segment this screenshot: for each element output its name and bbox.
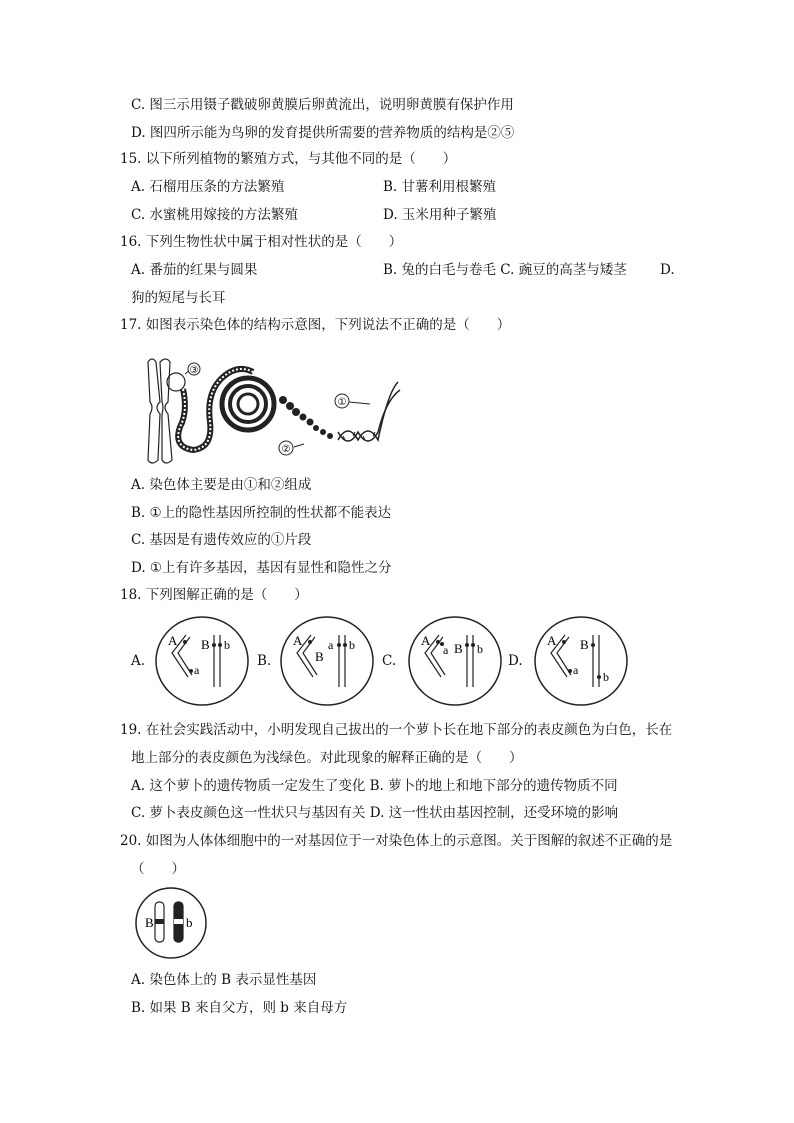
- svg-text:b: b: [477, 642, 483, 656]
- q18-diagram-a: [154, 615, 250, 707]
- q20-option-b: B. 如果 B 来自父方，则 b 来自母方: [131, 1000, 348, 1016]
- q18-diagram-c: [407, 615, 503, 707]
- q19-stem-line-1: 19. 在社会实践活动中，小明发现自己拔出的一个萝卜长在地下部分的表皮颜色为白色，长在: [120, 722, 673, 738]
- svg-text:A: A: [293, 633, 303, 648]
- label-3: ③: [189, 365, 199, 376]
- q18-diagram-d: [533, 615, 629, 707]
- svg-text:a: a: [443, 643, 449, 657]
- svg-text:b: b: [224, 638, 230, 652]
- q18-option-c-label: C.: [382, 653, 397, 669]
- q16-option-b-c: B. 兔的白毛与卷毛 C. 豌豆的高茎与矮茎: [383, 262, 627, 278]
- q16-option-a: A. 番茄的红果与圆果: [131, 262, 258, 278]
- q18-option-b-label: B.: [257, 653, 272, 669]
- q15-option-a: A. 石榴用压条的方法繁殖: [131, 179, 285, 195]
- svg-text:b: b: [349, 638, 355, 652]
- q16-option-d-text: 狗的短尾与长耳: [131, 290, 226, 306]
- svg-text:a: a: [194, 663, 200, 677]
- q15-stem: 15. 以下所列植物的繁殖方式，与其他不同的是（ ）: [120, 151, 457, 167]
- q20-chromosome-pair-diagram: [133, 885, 209, 961]
- chromatid-left: [148, 359, 160, 463]
- q14-option-c: C. 图三示用镊子戳破卵黄膜后卵黄流出，说明卵黄膜有保护作用: [131, 97, 514, 113]
- q17-stem: 17. 如图表示染色体的结构示意图，下列说法不正确的是（ ）: [120, 317, 511, 333]
- dna-helix: [338, 382, 398, 440]
- chromosome-structure-figure: [138, 352, 408, 467]
- q15-option-c: C. 水蜜桃用嫁接的方法繁殖: [131, 207, 298, 223]
- q17-option-d: D. ①上有许多基因，基因有显性和隐性之分: [131, 560, 392, 576]
- q19-options-a-b: A. 这个萝卜的遗传物质一定发生了变化 B. 萝卜的地上和地下部分的遗传物质不同: [131, 778, 618, 794]
- q20-stem-line-2: （ ）: [131, 861, 185, 877]
- q19-stem-line-2: 地上部分的表皮颜色为浅绿色。对此现象的解释正确的是（ ）: [131, 750, 523, 766]
- zoom-circle: [167, 373, 185, 391]
- q16-option-d-label: D.: [660, 262, 675, 278]
- q20-stem-line-1: 20. 如图为人体体细胞中的一对基因位于一对染色体上的示意图。关于图解的叙述不正确的是: [120, 833, 673, 849]
- q18-option-d-label: D.: [508, 653, 523, 669]
- svg-text:B: B: [454, 641, 463, 656]
- q18-diagram-b: [279, 615, 375, 707]
- svg-text:A: A: [421, 633, 431, 648]
- label-1: ①: [337, 397, 347, 408]
- svg-text:b: b: [603, 670, 609, 684]
- svg-text:B: B: [580, 637, 589, 652]
- svg-text:B: B: [315, 649, 324, 664]
- gene-b-upper: B: [145, 915, 154, 930]
- q15-option-d: D. 玉米用种子繁殖: [383, 207, 497, 223]
- q14-option-d: D. 图四所示能为鸟卵的发育提供所需要的营养物质的结构是②⑤: [131, 125, 515, 141]
- q16-stem: 16. 下列生物性状中属于相对性状的是（ ）: [120, 234, 403, 250]
- gene-b-lower: b: [186, 915, 193, 930]
- q17-option-c: C. 基因是有遗传效应的①片段: [131, 532, 312, 548]
- q18-stem: 18. 下列图解正确的是（ ）: [120, 587, 308, 603]
- q17-option-b: B. ①上的隐性基因所控制的性状都不能表达: [131, 505, 392, 521]
- q20-option-a: A. 染色体上的 B 表示显性基因: [131, 972, 317, 988]
- q19-options-c-d: C. 萝卜表皮颜色这一性状只与基因有关 D. 这一性状由基因控制，还受环境的影响: [131, 805, 619, 821]
- svg-text:A: A: [168, 633, 178, 648]
- svg-text:A: A: [547, 633, 557, 648]
- label-2: ②: [281, 444, 291, 455]
- q17-option-a: A. 染色体主要是由①和②组成: [131, 477, 312, 493]
- q15-option-b: B. 甘薯利用根繁殖: [383, 179, 497, 195]
- q18-option-a-label: A.: [131, 653, 146, 669]
- svg-text:B: B: [201, 637, 210, 652]
- svg-text:a: a: [573, 663, 579, 677]
- svg-text:a: a: [328, 638, 334, 652]
